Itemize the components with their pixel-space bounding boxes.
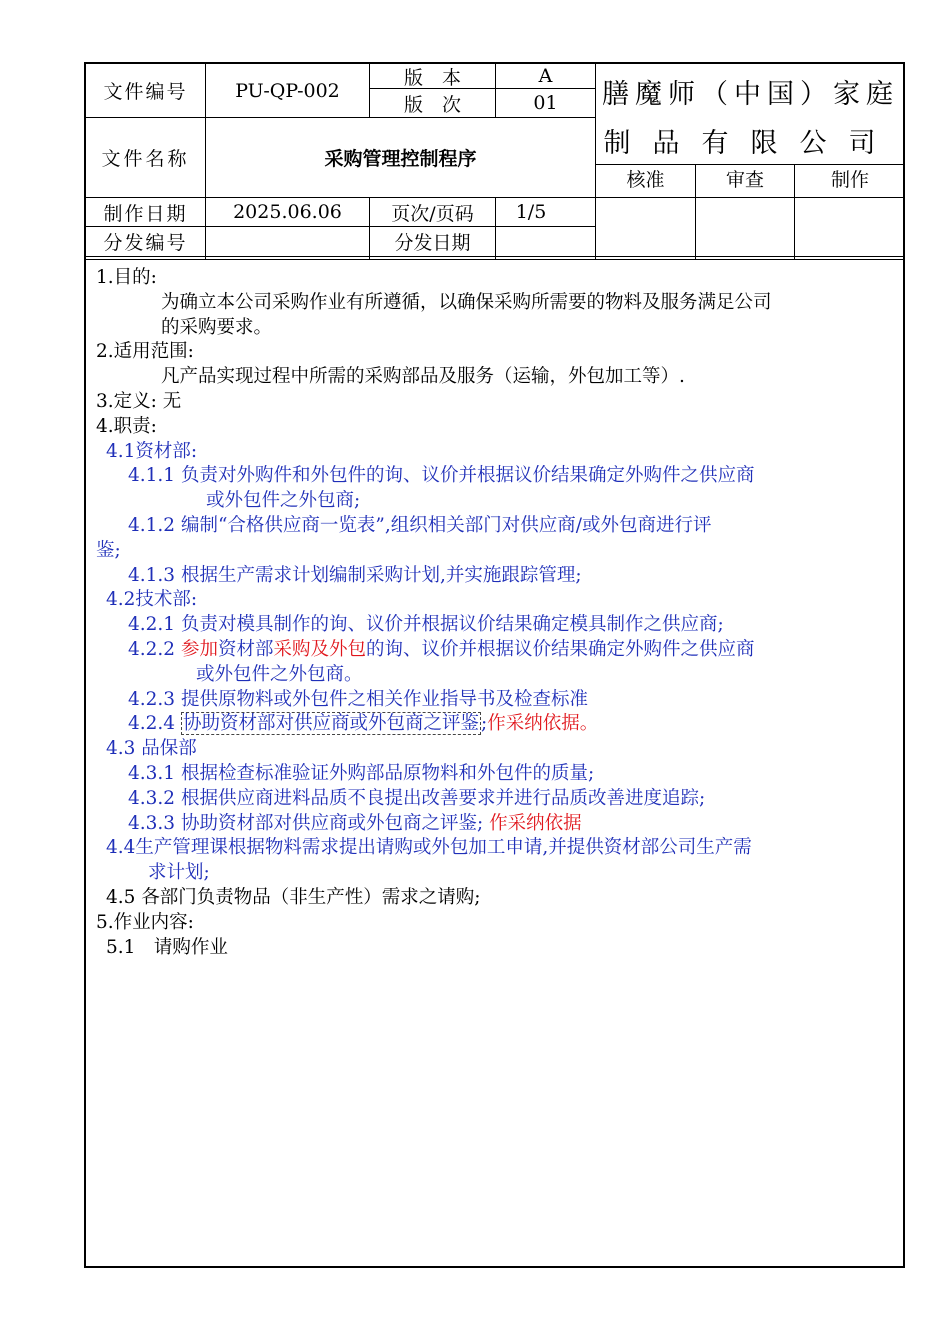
section-1-text: 的采购要求。 <box>161 316 273 338</box>
clause-4-2-2-cont: 或外包件之外包商。 <box>196 663 363 685</box>
section-4-title: 4.职责: <box>96 415 157 437</box>
company-name-line2: 制品有限公司 <box>603 128 898 159</box>
header-rule <box>84 259 905 260</box>
distribution-date-label: 分发日期 <box>394 232 471 254</box>
clause-4-4: 4.4生产管理课根据物料需求提出请购或外包加工申请,并提供资材部公司生产需 <box>106 837 752 859</box>
doc-name-value: 采购管理控制程序 <box>324 148 477 170</box>
doc-number-value: PU-QP-002 <box>235 79 340 102</box>
approve-label: 核准 <box>626 168 665 191</box>
section-2-title: 2.适用范围: <box>96 341 194 363</box>
clause-4-3-1: 4.3.1 根据检查标准验证外购部品原物料和外包件的质量; <box>128 762 595 784</box>
procedure-body <box>96 266 900 960</box>
clause-4-5: 4.5 各部门负责物品（非生产性）需求之请购; <box>106 886 481 908</box>
clause-4-1-1: 4.1.1 负责对外购件和外包件的询、议价并根据议价结果确定外购件之供应商 <box>128 465 755 487</box>
clause-4-2-2-dept: 资材部 <box>217 638 274 660</box>
clause-4-2-3: 4.2.3 提供原物料或外包件之相关作业指导书及检查标准 <box>128 688 588 710</box>
clause-4-1-1-cont: 或外包件之外包商; <box>206 490 361 512</box>
clause-5-1: 5.1 请购作业 <box>106 936 228 958</box>
clause-4-3-3 <box>96 812 900 837</box>
clause-4-2-4-semicolon: ; <box>480 713 488 735</box>
section-1-title: 1.目的: <box>96 267 157 288</box>
clause-4-2: 4.2技术部: <box>106 589 198 611</box>
edition-label: 版 次 <box>403 93 461 116</box>
clause-4-3-3-text: 4.3.3 协助资材部对供应商或外包商之评鉴; <box>128 812 484 834</box>
clause-4-1-2: 4.1.2 编制“合格供应商一览表”,组织相关部门对供应商/或外包商进行评 <box>128 514 712 536</box>
clause-4-1-3: 4.1.3 根据生产需求计划编制采购计划,并实施跟踪管理; <box>128 564 582 586</box>
clause-4-2-4-boxed-text: 协助资材部对供应商或外包商之评鉴 <box>182 713 479 735</box>
section-2-text: 凡产品实现过程中所需的采购部品及服务（运输，外包加工等）. <box>161 366 685 388</box>
edition-value: 01 <box>533 92 558 114</box>
clause-4-3: 4.3 品保部 <box>106 738 197 760</box>
version-value: A <box>538 65 553 87</box>
clause-4-2-2-highlight: 参加 <box>180 638 218 660</box>
clause-4-2-2-number: 4.2.2 <box>128 638 176 660</box>
clause-4-1-2-cont: 鉴; <box>96 539 121 561</box>
clause-4-2-4-highlight: 作采纳依据。 <box>487 713 599 735</box>
page-label: 页次/页码 <box>391 202 474 225</box>
section-3-title: 3.定义: 无 <box>96 390 182 412</box>
clause-4-4-cont: 求计划; <box>148 862 210 884</box>
clause-4-3-2: 4.3.2 根据供应商进料品质不良提出改善要求并进行品质改善进度追踪; <box>128 787 706 809</box>
review-label: 审查 <box>725 168 764 191</box>
section-1-text: 为确立本公司采购作业有所遵循，以确保采购所需要的物料及服务满足公司 <box>161 291 772 313</box>
company-name-line1: 膳魔师（中国）家庭 <box>602 79 899 110</box>
clause-4-2-2 <box>96 638 900 663</box>
issue-date-value: 2025.06.06 <box>233 201 342 223</box>
clause-4-2-2-highlight: 采购及外包 <box>273 638 367 660</box>
doc-name-label: 文件名称 <box>101 148 190 170</box>
clause-4-1: 4.1资材部: <box>106 440 198 462</box>
clause-4-2-1: 4.2.1 负责对模具制作的询、议价并根据议价结果确定模具制作之供应商; <box>128 614 724 636</box>
clause-4-2-4 <box>96 712 900 737</box>
clause-4-3-3-highlight: 作采纳依据 <box>489 812 582 834</box>
page-value: 1/5 <box>515 201 547 223</box>
version-label: 版 本 <box>403 66 461 89</box>
section-5-title: 5.作业内容: <box>96 911 194 933</box>
make-label: 制作 <box>830 168 869 191</box>
clause-4-2-2-text: 的询、议价并根据议价结果确定外购件之供应商 <box>366 638 755 660</box>
issue-date-label: 制作日期 <box>103 202 188 225</box>
distribution-number-label: 分发编号 <box>103 232 188 254</box>
doc-number-label: 文件编号 <box>103 81 188 103</box>
clause-4-2-4-number: 4.2.4 <box>128 713 176 735</box>
